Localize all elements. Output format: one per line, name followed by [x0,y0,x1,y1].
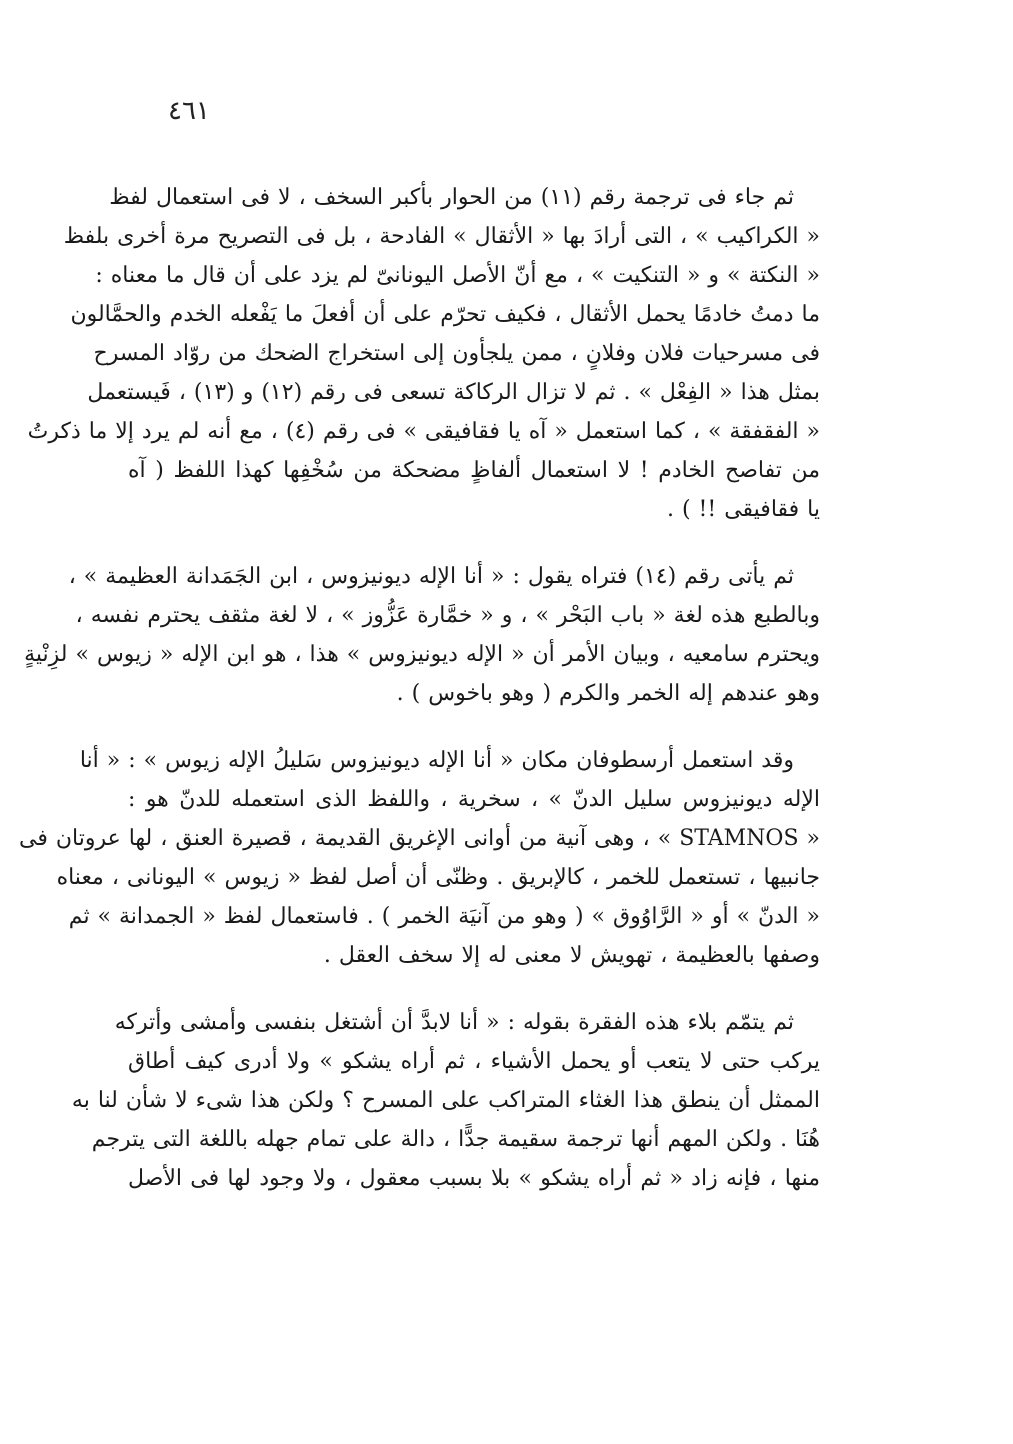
text-line: وصفها بالعظيمة ، تهويش لا معنى له إلا سخف العقل . [323,943,820,968]
text-line: فى مسرحيات فلان وفلانٍ ، ممن يلجأون إلى استخراج الضحك من روّاد المسرح [93,341,820,366]
text-line: الممثل أن ينطق هذا الغثاء المتراكب على المسرح ؟ ولكن هذا شىء لا شأن لنا به [71,1088,820,1113]
paragraph [71,1003,846,1198]
text-line: ما دمتُ خادمًا يحمل الأثقال ، فكيف تحرّم على أن أفعلَ ما يَفْعله الخدم والحمَّالون [70,302,820,327]
text-line: الإله ديونيزوس سليل الدنّ » ، سخرية ، واللفظ الذى استعمله للدنّ هو : [128,787,820,812]
paragraph [27,178,846,529]
text-line: « STAMNOS » ، وهى آنية من أوانى الإغريق القديمة ، قصيرة العنق ، لها عروتان فى [19,826,820,851]
text-line: وقد استعمل أرسطوفان مكان « أنا الإله ديونيزوس سَليلُ الإله زيوس » : « أنا [79,748,794,773]
text-line: ثم جاء فى ترجمة رقم (١١) من الحوار بأكبر السخف ، لا فى استعمال لفظ [109,185,794,210]
page-number: ٤٦١ [168,96,210,126]
text-line: « النكتة » و « التنكيت » ، مع أنّ الأصل اليونانىّ لم يزد على أن قال ما معناه : [95,263,820,288]
text-line: « الفقفقة » ، كما استعمل « آه يا فقافيقى » فى رقم (٤) ، مع أنه لم يرد إلا ما ذكرتُ [27,419,820,444]
text-line: يا فقافيقى !! ) . [666,497,820,522]
text-line: يركب حتى لا يتعب أو يحمل الأشياء ، ثم أراه يشكو » ولا أدرى كيف أطاق [128,1049,820,1074]
text-line: ثم يتمّم بلاء هذه الفقرة بقوله : « أنا لابدَّ أن أشتغل بنفسى وأمشى وأتركه [114,1010,794,1035]
text-line: ويحترم سامعيه ، وبيان الأمر أن « الإله ديونيزوس » هذا ، هو ابن الإله « زيوس » لزِنْيةٍ [24,642,820,667]
text-line: ثم يأتى رقم (١٤) فتراه يقول : « أنا الإله ديونيزوس ، ابن الجَمَدانة العظيمة » ، [68,564,794,589]
paragraph [19,741,846,975]
text-line: هُنَا . ولكن المهم أنها ترجمة سقيمة جدًّا ، دالة على تمام جهله باللغة التى يترجم [91,1127,820,1152]
text-line: من تفاصح الخادم ! لا استعمال ألفاظٍ مضحكة من سُخْفِها كهذا اللفظ ( آه [128,458,820,483]
text-line: « الدنّ » أو « الرَّاوُوق » ( وهو من آنيَة الخمر ) . فاستعمال لفظ « الجمدانة » ثم [68,904,820,929]
text-line: وبالطبع هذه لغة « باب البَحْر » ، و « خمَّارة عَزُّوز » ، لا لغة مثقف يحترم نفسه ، [75,603,820,628]
text-line: جانبيها ، تستعمل للخمر ، كالإبريق . وظنّى أن أصل لفظ « زيوس » اليونانى ، معناه [56,865,820,890]
text-line: « الكراكيب » ، التى أرادَ بها « الأثقال » الفادحة ، بل فى التصريح مرة أخرى بلفظ [63,224,820,249]
body-text [19,178,846,1198]
text-line: منها ، فإنه زاد « ثم أراه يشكو » بلا بسبب معقول ، ولا وجود لها فى الأصل [128,1166,820,1191]
paragraph [24,557,846,713]
text-line: بمثل هذا « الفِعْل » . ثم لا تزال الركاكة تسعى فى رقم (١٢) و (١٣) ، فَيستعمل [87,380,820,405]
text-line: وهو عندهم إله الخمر والكرم ( وهو باخوس ) . [396,681,820,706]
